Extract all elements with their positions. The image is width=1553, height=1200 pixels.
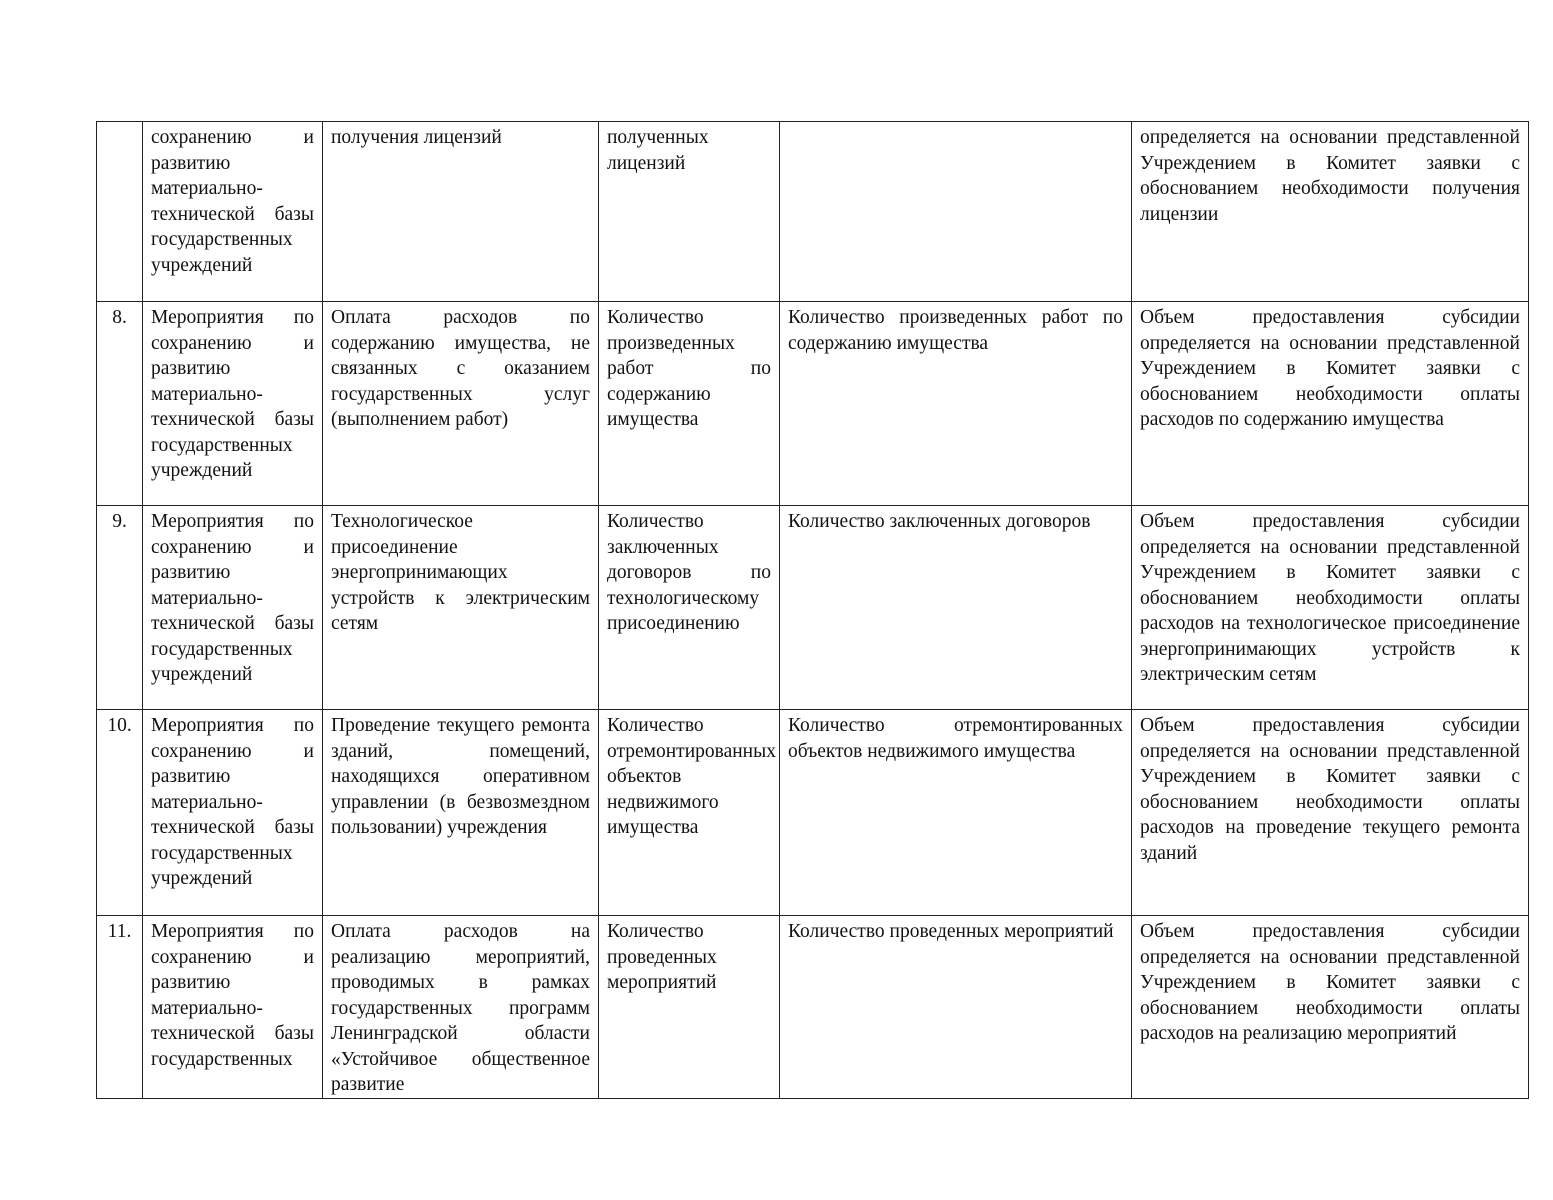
result-cell [780,122,1132,302]
indicator-cell: Количество проведенных мероприятий [599,916,780,1099]
purpose-cell: Проведение текущего ремонта зданий, помещений, находящихся оперативном управлении (в безвозмездном пользовании) учреждения [323,710,599,916]
purpose-cell: получения лицензий [323,122,599,302]
document-page [96,121,1528,1099]
table-row [97,122,1529,302]
row-number: 9. [97,506,143,710]
table-row [97,916,1529,1099]
activity-cell: Мероприятия по сохранению и развитию материально-технической базы государственных учреждений [143,710,323,916]
row-number: 11. [97,916,143,1099]
method-cell: Объем предоставления субсидии определяется на основании представленной Учреждением в Комитет заявки с обоснованием необходимости оплаты расходов на технологическое присоединение энергопринимающих устройств к электрическим сетям [1132,506,1529,710]
purpose-cell: Технологическое присоединение энергопринимающих устройств к электрическим сетям [323,506,599,710]
subsidy-table [96,121,1529,1099]
indicator-cell: Количество произведенных работ по содержанию имущества [599,302,780,506]
purpose-cell: Оплата расходов на реализацию мероприятий, проводимых в рамках государственных программ Ленинградской области «Устойчивое общественное развитие [323,916,599,1099]
row-number: 10. [97,710,143,916]
activity-cell: сохранению и развитию материально-технической базы государственных учреждений [143,122,323,302]
activity-cell: Мероприятия по сохранению и развитию материально-технической базы государственных учреждений [143,302,323,506]
method-cell: Объем предоставления субсидии определяется на основании представленной Учреждением в Комитет заявки с обоснованием необходимости оплаты расходов по содержанию имущества [1132,302,1529,506]
indicator-cell: полученных лицензий [599,122,780,302]
row-number: 8. [97,302,143,506]
row-number [97,122,143,302]
method-cell: Объем предоставления субсидии определяется на основании представленной Учреждением в Комитет заявки с обоснованием необходимости оплаты расходов на проведение текущего ремонта зданий [1132,710,1529,916]
purpose-cell: Оплата расходов по содержанию имущества, не связанных с оказанием государственных услуг (выполнением работ) [323,302,599,506]
table-row [97,302,1529,506]
indicator-cell: Количество отремонтированных объектов недвижимого имущества [599,710,780,916]
activity-cell: Мероприятия по сохранению и развитию материально-технической базы государственных учреждений [143,506,323,710]
result-cell: Количество произведенных работ по содержанию имущества [780,302,1132,506]
method-cell: Объем предоставления субсидии определяется на основании представленной Учреждением в Комитет заявки с обоснованием необходимости оплаты расходов на реализацию мероприятий [1132,916,1529,1099]
result-cell: Количество заключенных договоров [780,506,1132,710]
method-cell: определяется на основании представленной Учреждением в Комитет заявки с обоснованием необходимости получения лицензии [1132,122,1529,302]
result-cell: Количество проведенных мероприятий [780,916,1132,1099]
result-cell: Количество отремонтированных объектов недвижимого имущества [780,710,1132,916]
indicator-cell: Количество заключенных договоров по технологическому присоединению [599,506,780,710]
table-row [97,506,1529,710]
table-row [97,710,1529,916]
activity-cell: Мероприятия по сохранению и развитию материально-технической базы государственных [143,916,323,1099]
